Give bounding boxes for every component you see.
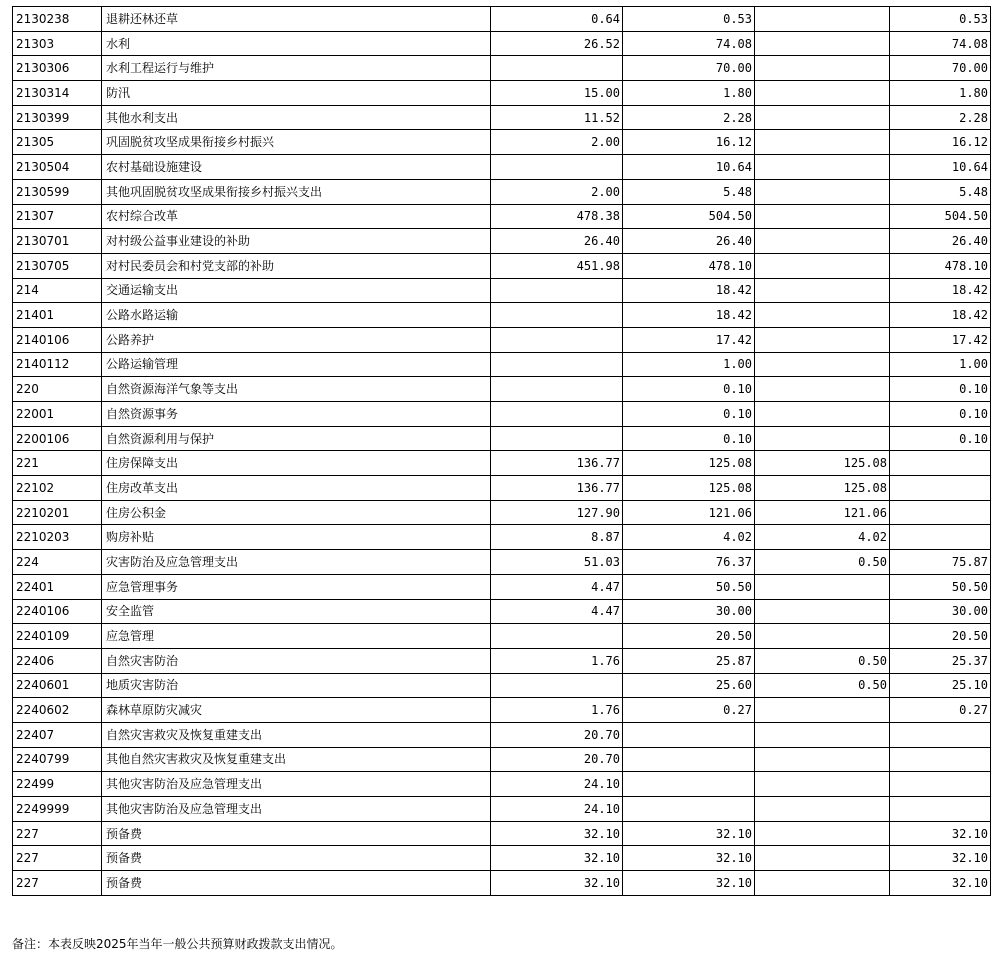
cell-code: 2130701 xyxy=(13,229,102,254)
cell-amount-c4: 30.00 xyxy=(890,599,991,624)
cell-subject-name: 住房改革支出 xyxy=(102,476,491,501)
table-footnote: 备注：本表反映2025年当年一般公共预算财政拨款支出情况。 xyxy=(12,937,343,951)
cell-amount-c3 xyxy=(755,426,890,451)
cell-subject-name: 购房补贴 xyxy=(102,525,491,550)
cell-amount-c3 xyxy=(755,81,890,106)
cell-amount-c3 xyxy=(755,327,890,352)
table-row xyxy=(13,7,991,32)
cell-amount-c1: 0.64 xyxy=(491,7,623,32)
table-row xyxy=(13,846,991,871)
cell-amount-c1: 451.98 xyxy=(491,253,623,278)
table-row xyxy=(13,525,991,550)
cell-amount-c4: 17.42 xyxy=(890,327,991,352)
cell-amount-c2: 26.40 xyxy=(623,229,755,254)
table-row xyxy=(13,31,991,56)
cell-amount-c3 xyxy=(755,31,890,56)
cell-subject-name: 其他水利支出 xyxy=(102,105,491,130)
cell-code: 2210201 xyxy=(13,500,102,525)
cell-amount-c3 xyxy=(755,7,890,32)
cell-amount-c4: 10.64 xyxy=(890,155,991,180)
cell-amount-c4 xyxy=(890,772,991,797)
cell-amount-c3 xyxy=(755,698,890,723)
cell-code: 22102 xyxy=(13,476,102,501)
cell-amount-c2: 1.80 xyxy=(623,81,755,106)
cell-amount-c3 xyxy=(755,599,890,624)
cell-amount-c3: 0.50 xyxy=(755,673,890,698)
cell-amount-c4 xyxy=(890,525,991,550)
cell-amount-c1: 32.10 xyxy=(491,871,623,896)
cell-amount-c4 xyxy=(890,451,991,476)
cell-amount-c1 xyxy=(491,327,623,352)
cell-code: 2130306 xyxy=(13,56,102,81)
cell-amount-c2: 25.60 xyxy=(623,673,755,698)
cell-amount-c4: 18.42 xyxy=(890,303,991,328)
cell-subject-name: 灾害防治及应急管理支出 xyxy=(102,550,491,575)
table-row xyxy=(13,648,991,673)
table-row xyxy=(13,179,991,204)
cell-subject-name: 公路运输管理 xyxy=(102,352,491,377)
cell-subject-name: 农村基础设施建设 xyxy=(102,155,491,180)
table-row xyxy=(13,500,991,525)
cell-amount-c2: 32.10 xyxy=(623,846,755,871)
cell-amount-c4 xyxy=(890,747,991,772)
cell-amount-c1: 1.76 xyxy=(491,698,623,723)
cell-amount-c3 xyxy=(755,56,890,81)
table-row xyxy=(13,204,991,229)
table-row xyxy=(13,278,991,303)
cell-amount-c2: 1.00 xyxy=(623,352,755,377)
cell-amount-c2: 70.00 xyxy=(623,56,755,81)
cell-code: 224 xyxy=(13,550,102,575)
cell-amount-c2: 74.08 xyxy=(623,31,755,56)
cell-amount-c1: 11.52 xyxy=(491,105,623,130)
table-row xyxy=(13,352,991,377)
cell-amount-c2: 17.42 xyxy=(623,327,755,352)
table-row xyxy=(13,821,991,846)
cell-subject-name: 公路养护 xyxy=(102,327,491,352)
cell-code: 2140112 xyxy=(13,352,102,377)
cell-amount-c3 xyxy=(755,377,890,402)
cell-subject-name: 自然灾害防治 xyxy=(102,648,491,673)
cell-amount-c4: 0.27 xyxy=(890,698,991,723)
cell-subject-name: 自然资源事务 xyxy=(102,402,491,427)
cell-code: 21307 xyxy=(13,204,102,229)
cell-subject-name: 水利 xyxy=(102,31,491,56)
cell-amount-c1: 136.77 xyxy=(491,451,623,476)
cell-amount-c2: 0.10 xyxy=(623,402,755,427)
table-row xyxy=(13,871,991,896)
table-row xyxy=(13,426,991,451)
cell-code: 2240601 xyxy=(13,673,102,698)
cell-subject-name: 水利工程运行与维护 xyxy=(102,56,491,81)
cell-subject-name: 巩固脱贫攻坚成果衔接乡村振兴 xyxy=(102,130,491,155)
cell-amount-c3 xyxy=(755,204,890,229)
cell-amount-c3: 125.08 xyxy=(755,451,890,476)
cell-amount-c4: 32.10 xyxy=(890,821,991,846)
cell-subject-name: 交通运输支出 xyxy=(102,278,491,303)
cell-subject-name: 退耕还林还草 xyxy=(102,7,491,32)
cell-amount-c1: 2.00 xyxy=(491,130,623,155)
cell-code: 2140106 xyxy=(13,327,102,352)
cell-amount-c4: 504.50 xyxy=(890,204,991,229)
cell-subject-name: 住房保障支出 xyxy=(102,451,491,476)
cell-code: 22001 xyxy=(13,402,102,427)
cell-code: 2240799 xyxy=(13,747,102,772)
cell-amount-c3 xyxy=(755,303,890,328)
cell-subject-name: 住房公积金 xyxy=(102,500,491,525)
cell-amount-c2 xyxy=(623,747,755,772)
cell-amount-c2: 5.48 xyxy=(623,179,755,204)
cell-amount-c2: 76.37 xyxy=(623,550,755,575)
cell-amount-c2: 121.06 xyxy=(623,500,755,525)
cell-amount-c2: 2.28 xyxy=(623,105,755,130)
cell-code: 214 xyxy=(13,278,102,303)
cell-amount-c3: 0.50 xyxy=(755,648,890,673)
cell-amount-c2 xyxy=(623,797,755,822)
table-row xyxy=(13,377,991,402)
cell-amount-c4: 1.80 xyxy=(890,81,991,106)
cell-amount-c4 xyxy=(890,500,991,525)
cell-code: 2130238 xyxy=(13,7,102,32)
cell-subject-name: 应急管理事务 xyxy=(102,574,491,599)
cell-amount-c1 xyxy=(491,624,623,649)
cell-amount-c3: 4.02 xyxy=(755,525,890,550)
cell-subject-name: 应急管理 xyxy=(102,624,491,649)
cell-amount-c1 xyxy=(491,673,623,698)
cell-amount-c3 xyxy=(755,105,890,130)
cell-code: 21305 xyxy=(13,130,102,155)
cell-amount-c1: 26.52 xyxy=(491,31,623,56)
table-row xyxy=(13,327,991,352)
cell-code: 220 xyxy=(13,377,102,402)
cell-code: 2130504 xyxy=(13,155,102,180)
cell-subject-name: 预备费 xyxy=(102,821,491,846)
cell-amount-c3 xyxy=(755,722,890,747)
cell-amount-c1 xyxy=(491,155,623,180)
cell-subject-name: 地质灾害防治 xyxy=(102,673,491,698)
cell-amount-c1: 20.70 xyxy=(491,747,623,772)
cell-amount-c2: 0.10 xyxy=(623,426,755,451)
table-row xyxy=(13,698,991,723)
cell-amount-c2: 0.27 xyxy=(623,698,755,723)
cell-amount-c2: 30.00 xyxy=(623,599,755,624)
cell-amount-c2: 125.08 xyxy=(623,476,755,501)
cell-code: 2130314 xyxy=(13,81,102,106)
cell-amount-c2: 16.12 xyxy=(623,130,755,155)
cell-code: 227 xyxy=(13,821,102,846)
cell-code: 22406 xyxy=(13,648,102,673)
cell-amount-c3 xyxy=(755,846,890,871)
cell-code: 2130599 xyxy=(13,179,102,204)
cell-amount-c1 xyxy=(491,278,623,303)
cell-amount-c1 xyxy=(491,303,623,328)
cell-amount-c1: 136.77 xyxy=(491,476,623,501)
cell-amount-c1 xyxy=(491,426,623,451)
table-row xyxy=(13,797,991,822)
cell-amount-c2: 10.64 xyxy=(623,155,755,180)
table-row xyxy=(13,402,991,427)
cell-amount-c2: 50.50 xyxy=(623,574,755,599)
cell-amount-c4: 478.10 xyxy=(890,253,991,278)
cell-amount-c4: 75.87 xyxy=(890,550,991,575)
cell-amount-c2 xyxy=(623,772,755,797)
cell-code: 221 xyxy=(13,451,102,476)
cell-subject-name: 安全监管 xyxy=(102,599,491,624)
cell-amount-c3 xyxy=(755,624,890,649)
cell-code: 2210203 xyxy=(13,525,102,550)
cell-amount-c4 xyxy=(890,797,991,822)
cell-subject-name: 对村级公益事业建设的补助 xyxy=(102,229,491,254)
cell-amount-c1: 32.10 xyxy=(491,846,623,871)
cell-amount-c4: 50.50 xyxy=(890,574,991,599)
cell-amount-c2: 478.10 xyxy=(623,253,755,278)
cell-amount-c1: 51.03 xyxy=(491,550,623,575)
cell-amount-c4: 16.12 xyxy=(890,130,991,155)
cell-amount-c2: 4.02 xyxy=(623,525,755,550)
table-row xyxy=(13,253,991,278)
table-row xyxy=(13,476,991,501)
cell-amount-c1: 24.10 xyxy=(491,772,623,797)
cell-amount-c4 xyxy=(890,476,991,501)
cell-subject-name: 其他巩固脱贫攻坚成果衔接乡村振兴支出 xyxy=(102,179,491,204)
cell-code: 21303 xyxy=(13,31,102,56)
cell-amount-c2: 504.50 xyxy=(623,204,755,229)
cell-amount-c2: 18.42 xyxy=(623,278,755,303)
cell-amount-c3 xyxy=(755,155,890,180)
cell-code: 22401 xyxy=(13,574,102,599)
cell-amount-c4: 0.10 xyxy=(890,377,991,402)
cell-amount-c1: 4.47 xyxy=(491,599,623,624)
table-row xyxy=(13,105,991,130)
cell-amount-c3 xyxy=(755,772,890,797)
cell-amount-c4: 25.10 xyxy=(890,673,991,698)
cell-amount-c3 xyxy=(755,402,890,427)
table-row xyxy=(13,599,991,624)
table-row xyxy=(13,747,991,772)
cell-amount-c3: 0.50 xyxy=(755,550,890,575)
cell-amount-c1 xyxy=(491,402,623,427)
table-row xyxy=(13,673,991,698)
cell-amount-c1: 20.70 xyxy=(491,722,623,747)
cell-amount-c4: 20.50 xyxy=(890,624,991,649)
cell-amount-c1 xyxy=(491,377,623,402)
cell-subject-name: 农村综合改革 xyxy=(102,204,491,229)
cell-amount-c3 xyxy=(755,574,890,599)
cell-code: 227 xyxy=(13,871,102,896)
cell-amount-c3 xyxy=(755,179,890,204)
cell-code: 227 xyxy=(13,846,102,871)
cell-subject-name: 其他灾害防治及应急管理支出 xyxy=(102,797,491,822)
cell-amount-c1: 32.10 xyxy=(491,821,623,846)
cell-amount-c1 xyxy=(491,352,623,377)
cell-code: 2249999 xyxy=(13,797,102,822)
cell-amount-c4: 74.08 xyxy=(890,31,991,56)
cell-code: 2240106 xyxy=(13,599,102,624)
cell-amount-c3: 121.06 xyxy=(755,500,890,525)
cell-amount-c3: 125.08 xyxy=(755,476,890,501)
cell-amount-c3 xyxy=(755,747,890,772)
table-row xyxy=(13,303,991,328)
cell-amount-c1: 24.10 xyxy=(491,797,623,822)
cell-amount-c2: 32.10 xyxy=(623,821,755,846)
cell-amount-c3 xyxy=(755,130,890,155)
cell-amount-c3 xyxy=(755,821,890,846)
table-row xyxy=(13,624,991,649)
cell-amount-c3 xyxy=(755,352,890,377)
cell-amount-c4: 5.48 xyxy=(890,179,991,204)
cell-amount-c4: 26.40 xyxy=(890,229,991,254)
table-row xyxy=(13,56,991,81)
table-row xyxy=(13,155,991,180)
table-row xyxy=(13,229,991,254)
cell-subject-name: 森林草原防灾减灾 xyxy=(102,698,491,723)
cell-amount-c4: 0.10 xyxy=(890,426,991,451)
cell-amount-c4: 2.28 xyxy=(890,105,991,130)
table-row xyxy=(13,451,991,476)
cell-amount-c1: 2.00 xyxy=(491,179,623,204)
cell-subject-name: 预备费 xyxy=(102,871,491,896)
cell-amount-c1: 478.38 xyxy=(491,204,623,229)
cell-amount-c3 xyxy=(755,229,890,254)
cell-subject-name: 防汛 xyxy=(102,81,491,106)
cell-code: 2130399 xyxy=(13,105,102,130)
budget-table xyxy=(12,6,991,896)
cell-code: 2200106 xyxy=(13,426,102,451)
table-row xyxy=(13,550,991,575)
table-row xyxy=(13,81,991,106)
cell-amount-c2: 18.42 xyxy=(623,303,755,328)
cell-amount-c1: 26.40 xyxy=(491,229,623,254)
cell-amount-c4: 70.00 xyxy=(890,56,991,81)
cell-subject-name: 其他自然灾害救灾及恢复重建支出 xyxy=(102,747,491,772)
cell-amount-c4: 18.42 xyxy=(890,278,991,303)
cell-amount-c3 xyxy=(755,797,890,822)
cell-subject-name: 自然资源利用与保护 xyxy=(102,426,491,451)
cell-subject-name: 自然资源海洋气象等支出 xyxy=(102,377,491,402)
cell-code: 2130705 xyxy=(13,253,102,278)
table-row xyxy=(13,772,991,797)
cell-code: 21401 xyxy=(13,303,102,328)
table-row xyxy=(13,130,991,155)
cell-subject-name: 自然灾害救灾及恢复重建支出 xyxy=(102,722,491,747)
cell-amount-c4: 1.00 xyxy=(890,352,991,377)
cell-amount-c1: 127.90 xyxy=(491,500,623,525)
cell-subject-name: 预备费 xyxy=(102,846,491,871)
cell-amount-c4: 25.37 xyxy=(890,648,991,673)
cell-code: 2240109 xyxy=(13,624,102,649)
cell-amount-c1: 1.76 xyxy=(491,648,623,673)
budget-table-body xyxy=(13,7,991,896)
cell-amount-c1: 15.00 xyxy=(491,81,623,106)
cell-amount-c3 xyxy=(755,278,890,303)
cell-amount-c4 xyxy=(890,722,991,747)
cell-amount-c3 xyxy=(755,871,890,896)
cell-amount-c1: 4.47 xyxy=(491,574,623,599)
cell-amount-c1 xyxy=(491,56,623,81)
table-row xyxy=(13,722,991,747)
cell-amount-c2: 125.08 xyxy=(623,451,755,476)
cell-amount-c3 xyxy=(755,253,890,278)
cell-amount-c2: 32.10 xyxy=(623,871,755,896)
cell-subject-name: 对村民委员会和村党支部的补助 xyxy=(102,253,491,278)
cell-amount-c4: 32.10 xyxy=(890,846,991,871)
cell-amount-c2: 20.50 xyxy=(623,624,755,649)
cell-amount-c2: 0.10 xyxy=(623,377,755,402)
cell-subject-name: 公路水路运输 xyxy=(102,303,491,328)
cell-subject-name: 其他灾害防治及应急管理支出 xyxy=(102,772,491,797)
cell-code: 22499 xyxy=(13,772,102,797)
cell-amount-c4: 0.10 xyxy=(890,402,991,427)
table-row xyxy=(13,574,991,599)
cell-amount-c1: 8.87 xyxy=(491,525,623,550)
cell-amount-c2 xyxy=(623,722,755,747)
cell-code: 22407 xyxy=(13,722,102,747)
cell-amount-c4: 32.10 xyxy=(890,871,991,896)
cell-amount-c2: 0.53 xyxy=(623,7,755,32)
cell-amount-c4: 0.53 xyxy=(890,7,991,32)
cell-code: 2240602 xyxy=(13,698,102,723)
cell-amount-c2: 25.87 xyxy=(623,648,755,673)
